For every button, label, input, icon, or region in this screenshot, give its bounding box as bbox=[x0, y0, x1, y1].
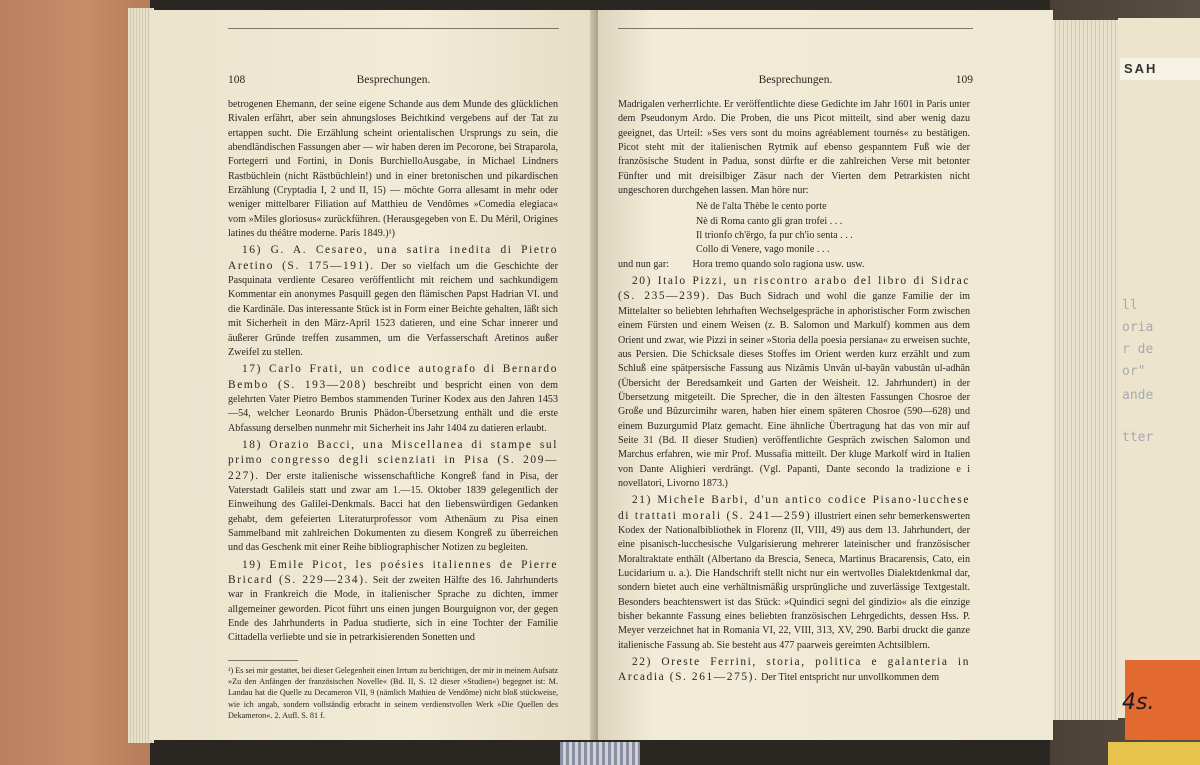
text-line: druckt die ganze italienische Fassung ab. Sie besteht aus 477 paarweis ge bbox=[618, 625, 970, 651]
text-line: lichen Rivalen erfährt, aber sein ahnungsloses Beichtkind vergebens auf der bbox=[228, 99, 558, 125]
entry-heading: 18) Orazio Bacci, una Miscellanea di stampe sul primo congresso degli scienziati in Pisa (S. 209—227). bbox=[228, 438, 558, 482]
text-line: setzung mitgeteilt. Die Sprecher, die in den ältesten Fassungen Chosroe bbox=[638, 391, 958, 403]
text-line: tournés« zu bestätigen. Picot steht mit der italienischen Rytmik auf ebenso bbox=[618, 127, 971, 154]
text-line: fassung derselben nunmehr mit Sicherheit ins Jahr 1404 zu datieren erlaubt. bbox=[240, 422, 547, 434]
text-line: della poesia persiana« zu erweisen suchte, aus Persien. Die Schicksale dieses bbox=[618, 334, 970, 360]
header-rule bbox=[228, 28, 559, 29]
text-line: Seneca, Martinus Bracarensis, Cato, ein Lucidarium u. a.). Die Handschrift bbox=[618, 553, 970, 579]
footnote-line: begegnet ist: M. Landau hat die Quelle zu Decameron VII, 9 (nämlich Mathieu de Vendôme) bbox=[228, 677, 558, 698]
text-line: Der erste italienische wissenschaftliche Kongreß fand in Pisa, der Vaterstadt bbox=[228, 470, 558, 496]
body-paragraph bbox=[618, 98, 970, 198]
verse-text: Collo di Venere, vago monile . . . bbox=[696, 244, 830, 256]
body-paragraph bbox=[228, 98, 558, 241]
text-line: illustriert einen sehr be bbox=[814, 510, 909, 522]
text-line: Gespräch zwischen Salomon und Marchus erfahren, wie mir Prof. Mussafia bbox=[618, 434, 971, 461]
text-line: einer bretonischen und pikardischen Erzählung (Cryptadia I, 2 und II, 15) bbox=[228, 170, 559, 197]
bleed-through-text: tter bbox=[1122, 430, 1154, 445]
entry-heading: 19) Emile Picot, les poésies italiennes de Pierre Bricard (S. 229—234). bbox=[228, 558, 558, 586]
text-line: Vierten dem Petrarkisten nicht ungeschoren durchgehen lassen. Man bbox=[618, 170, 970, 197]
text-line: weihung des Galilei-Denkmals. Bacci hat den liebenswürdigen Gedanken bbox=[242, 499, 558, 511]
footnote-line: nicht bloß stückweise, wie ich angab, sondern vollständig erbracht in seinem verdienstvollen bbox=[228, 688, 558, 709]
text-line: achtenswert ist das Stück: »Quindici segni del gindizio« als die einzige bisher bbox=[618, 596, 970, 623]
review-entry bbox=[228, 362, 558, 436]
entry-heading: 21) Michele Barbi, d'un antico codice Pisano-lucchese di trattati morali (S. 241—259) bbox=[618, 494, 970, 522]
footnote bbox=[228, 665, 558, 721]
text-line: halten, läßt sich mit Sicherheit in den März-April 1523 datieren, und eine bbox=[228, 303, 558, 330]
running-title: Besprechungen. bbox=[758, 74, 833, 86]
text-line: Galileis statt und zwar am 1.—15. Oktober 1839 gelegentlich der Ein bbox=[228, 484, 558, 511]
text-line: Pasquinata verdiente Cesareo veröffentlicht mit reichem und sachkundigem bbox=[228, 275, 558, 287]
text-line: welcher Leonardo Brunis Phädon-Übersetzung enthält und die erste Ab bbox=[228, 408, 558, 434]
entry-heading: 22) Oreste Ferrini, storia, politica e galanteria in Arcadia (S. 261—275). bbox=[618, 656, 970, 684]
review-entry bbox=[228, 243, 558, 360]
text-line: aber wenig dazu geeignet, das Urteil: »Ses vers sont du moins agréablement bbox=[618, 113, 971, 139]
review-entry bbox=[618, 274, 970, 491]
text-line: 13. Jahrhundert, der eine pisanisch-lucchesische Vulgarisierung mehrerer bbox=[618, 524, 971, 551]
text-line: Matthieu de Vendômes »Comedia elegiaca« vom »Miles gloriosus« zurück bbox=[228, 199, 558, 225]
spine-headband bbox=[560, 742, 640, 765]
text-line: Schar innerer und äußerer Gründe treffen zusammen, um die Verfasser bbox=[228, 318, 558, 344]
footnote-line: Werk »Die Quellen des Dekameron«. 2. Aufl. S. 81 f. bbox=[228, 699, 558, 720]
text-line: führen. (Herausgegeben von E. Du Méril, Origines latines du théâtre moderne. bbox=[228, 213, 558, 240]
verse-line bbox=[618, 258, 970, 272]
text-line: höre nur: bbox=[771, 185, 809, 197]
running-head-left bbox=[228, 74, 559, 90]
footnote-rule bbox=[228, 660, 298, 661]
verse-line bbox=[696, 229, 970, 243]
text-line: schaft Aretinos außer Zweifel zu stellen. bbox=[228, 332, 558, 358]
bleed-through-text: oria bbox=[1122, 320, 1154, 335]
verse-line bbox=[696, 200, 970, 214]
page-number: 108 bbox=[228, 74, 246, 86]
review-entry bbox=[618, 493, 970, 653]
handwritten-tab-note: 4s. bbox=[1122, 690, 1155, 715]
text-line: gespanntem Fuß wie der französische Student in Padua, sonst dürfte er die bbox=[618, 142, 970, 168]
verse-line bbox=[696, 215, 970, 229]
text-line: gegen Ende des Jahrhunderts in Padua studierte, sich in eine Tochter der bbox=[228, 603, 558, 630]
text-line: (590—628) und einem Buzurgumid Platz gemacht. Eine ähnliche Über bbox=[618, 406, 970, 432]
text-line: stellt nicht nur ein wertvolles Dialektdenkmal dar, sondern bietet auch eine bbox=[618, 568, 970, 594]
text-line: Sammelband mit zahlreichen Dokumenten zu diesem Kongreß zu über bbox=[228, 527, 529, 539]
text-line: Ausgabe, in Michael Lindners Rastbüchlein (nicht Rästbüchlein!) und in bbox=[228, 156, 558, 182]
text-line: merkenswerten Kodex der Nationalbibliothek in Florenz (II, VIII, 49) aus dem bbox=[618, 510, 970, 536]
text-line: der Große und Bûzurcimihr waren, haben hier einem späteren Chosroe bbox=[618, 391, 970, 418]
text-line: gemeiner geworden. Picot führt uns einen jungen Bourguignon vor, der bbox=[238, 603, 534, 615]
page-edges-right bbox=[1052, 20, 1118, 720]
text-line: reimten Achtsilblern. bbox=[844, 639, 930, 651]
text-line: zu sein, die abendländischen Fassungen aber — wir haben deren im bbox=[228, 127, 558, 154]
verse-text: Nè di Roma canto gli gran trofei . . . bbox=[696, 215, 843, 227]
entry-heading: 16) G. A. Cesareo, una satira inedita di Pietro Aretino (S. 175—191). bbox=[228, 244, 558, 272]
text-line: (Vgl. Papanti, Dante secondo la tradizione e i novellatori, Livorno 1873.) bbox=[618, 463, 970, 489]
text-line: Der so vielfach um die Geschichte der bbox=[380, 260, 558, 272]
bleed-through-text: ande bbox=[1122, 388, 1154, 403]
text-line: lateinischer und französischer Moraltraktate enthält (Albertano da Brescia, bbox=[618, 539, 970, 565]
running-title: Besprechungen. bbox=[356, 74, 431, 86]
yellow-slip bbox=[1108, 742, 1200, 765]
entry-heading: 17) Carlo Frati, un codice autografo di Bernardo Bembo (S. 193—208) bbox=[228, 363, 558, 391]
review-entry bbox=[228, 558, 558, 646]
left-page-body bbox=[228, 98, 558, 721]
verse-text: Il trionfo ch'ērgo, fa pur ch'io senta . . . bbox=[696, 230, 853, 242]
text-line: bekannte Fassung eines beliebten französischen Lehrgedichts, dessen Hss. bbox=[646, 611, 963, 623]
text-line: gehabt, dem gefeierten Literaturprofessor vom Athenäum zu Pisa einen bbox=[228, 513, 558, 525]
running-head-right bbox=[618, 74, 973, 90]
text-line: der im Mittelalter so beliebten lehrhaften Wechselgespräche in aphoristischer bbox=[618, 291, 970, 317]
text-line: Beredsamkeit und Garten der Weisheit. 12. Jahrhundert) in der Über bbox=[618, 377, 970, 403]
text-line: Kommentar ein anonymes Pasquill gegen den flämischen Papst Hadrian VI. bbox=[228, 289, 543, 301]
text-line: Familie Cittadella verliebte und sie in petrarkisierenden Sonetten und bbox=[228, 618, 558, 644]
text-line: Stoffes im Orient werden kurz erzählt und zum Schluß eine spätpersische bbox=[618, 348, 970, 375]
text-line: Markulf) kommen aus dem Orient und zwar, wie Pizzi in seiner »Storia bbox=[618, 320, 970, 346]
text-line: Paris unter dem Pseudonym Ardo. Die Proben, die uns Picot mitteilt, sind bbox=[618, 99, 971, 125]
text-line: Das Buch Sidrach und wohl die ganze Familie bbox=[717, 291, 940, 303]
text-line: in Frankreich die Mode, in italienischer Sprache zu dichten, immer all bbox=[228, 589, 558, 615]
verse-label: und nun gar: bbox=[618, 258, 670, 270]
text-line: Form zwischen einem Fürsten und einem Weisen (z. B. Salomon und bbox=[618, 305, 970, 332]
text-line: verhältnismäßig ursprüngliche und zuverlässige Textgestalt. Besonders be bbox=[618, 582, 971, 608]
text-line: Fassung aus Nizâmis Unvân ul-bayân vabustân ul-adhân (Übersicht der bbox=[618, 363, 970, 389]
entry-heading: 20) Italo Pizzi, un riscontro arabo del libro di Sidrac (S. 235—239). bbox=[618, 275, 970, 303]
text-line: Seit der zweiten Hälfte des 16. Jahrhunderts war bbox=[228, 575, 558, 601]
verse-line bbox=[696, 243, 970, 257]
text-line: und die Kardinäle. Das interessante Stück ist in Form einer Beichte ge bbox=[228, 289, 558, 315]
page-number: 109 bbox=[955, 74, 973, 86]
text-line: Madrigalen verherrlichte. Er veröffentlichte diese Gedichte im Jahr 1601 in bbox=[618, 99, 927, 110]
footnote-line: meinem Aufsatz »Zu den Anfängen der französischen Novelle« (Bd. II, S. 12 dieser »Studien«) bbox=[228, 665, 558, 687]
text-line: mitteilt. Der kluge Markolf wird in Italien von Dante Alighieri verdrängt. bbox=[618, 449, 970, 475]
verse-text: Nè de l'alta Thèbe le cento porte bbox=[696, 201, 827, 213]
text-line: reichen und das Geschenk mit einer Reihe bibliographischer Notizen zu bbox=[228, 527, 558, 554]
footnote-line: ¹) Es sei mir gestattet, bei dieser Gelegenheit einen Irrtum zu berichtigen, der mir in bbox=[228, 665, 505, 675]
text-line: betrogenen Ehemann, der seine eigene Schande aus dem Munde des glück bbox=[228, 99, 534, 110]
text-line: Paris 1849.)¹) bbox=[339, 228, 396, 240]
text-line: Pecorone, bei Straparola, Fortegerri und Fortini, in Donis Burchiello bbox=[228, 142, 558, 168]
text-line: — möchte Gorra allesamt in mehr oder weniger mittelbarer Filiation auf bbox=[228, 185, 558, 211]
text-line: beschreibt und bespricht einen von dem gelehrten bbox=[228, 379, 558, 405]
bleed-through-text: ll bbox=[1122, 298, 1138, 313]
right-page bbox=[598, 10, 1053, 740]
left-page bbox=[150, 10, 595, 740]
right-page-body bbox=[618, 98, 970, 686]
insert-label: SAH bbox=[1120, 58, 1200, 80]
text-line: Vater Pietro Bembos stammenden Turiner Kodex aus den Jahren 1453—54, bbox=[228, 393, 558, 420]
header-rule bbox=[618, 28, 973, 29]
text-line: zahlreichen Verse mit betonter Fünfter und mit dreisilbiger Zäsur nach der bbox=[618, 156, 970, 182]
text-line: tragung hat das von mir auf Seite 31 (Bd. II dieser Studien) veröffentlichte bbox=[618, 420, 970, 446]
text-line: Der Titel entspricht nur unvollkommen dem bbox=[761, 672, 940, 684]
bleed-through-text: r de bbox=[1122, 342, 1154, 357]
verse-text: Hora tremo quando solo ragiona usw. usw. bbox=[692, 258, 865, 270]
review-entry bbox=[228, 438, 558, 556]
review-entry bbox=[618, 655, 970, 686]
verse-quote bbox=[618, 200, 970, 272]
text-line: begleiten. bbox=[488, 542, 528, 554]
bleed-through-text: or" bbox=[1122, 364, 1146, 379]
text-line: Tat zu ertappen sucht. Die Erzählung scheint orientalischen Ursprungs bbox=[228, 113, 558, 139]
text-line: P. Meyer verzeichnet hat in Romania VI, 22, VIII, 313, XV, 290. Barbi bbox=[618, 611, 970, 637]
